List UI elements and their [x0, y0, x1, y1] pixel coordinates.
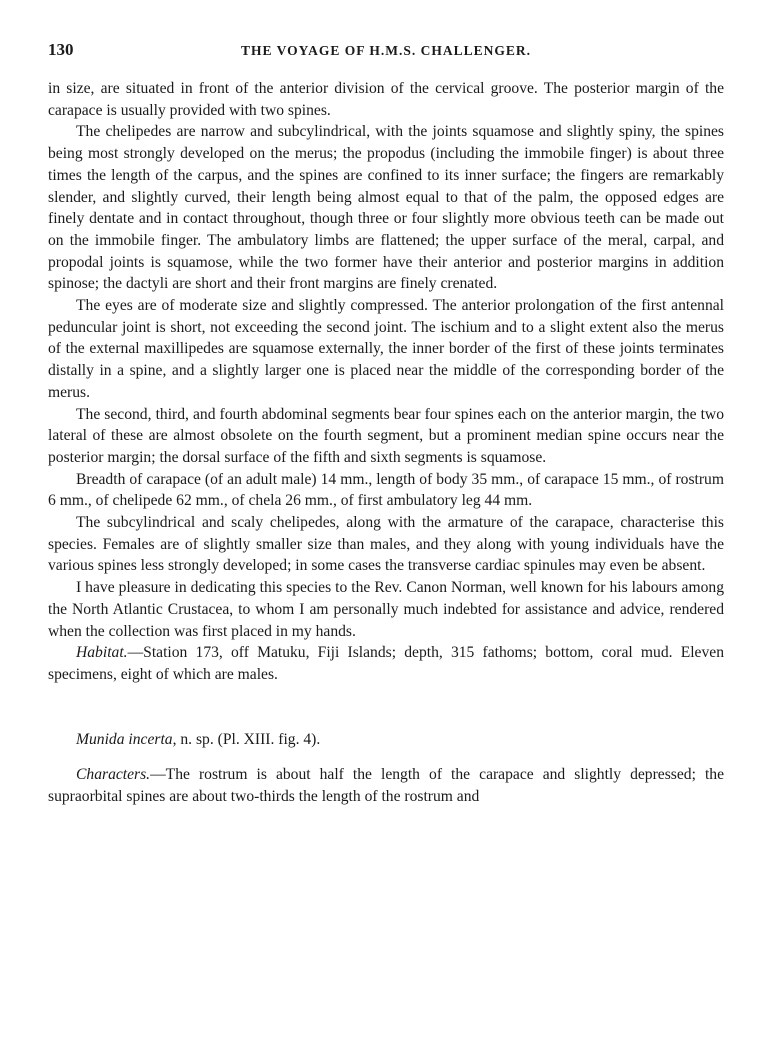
- running-head: [48, 40, 724, 66]
- paragraph-continuation: in size, are situated in front of the anterior division of the cervical groove. The posterior margin of the carapace is usually provided with two spines.: [48, 80, 724, 119]
- habitat-label: Habitat.: [76, 644, 128, 662]
- paragraph-characters: [48, 764, 724, 807]
- running-title: THE VOYAGE OF H.M.S. CHALLENGER.: [240, 43, 532, 58]
- characters-text: —The rostrum is about half the length of the carapace and slightly depressed; the supraorbital spines are about two-thirds the length of the rostrum and: [48, 766, 724, 806]
- species-name: Munida incerta: [76, 730, 173, 748]
- habitat-text: —Station 173, off Matuku, Fiji Islands; depth, 315 fathoms; bottom, coral mud. Eleven specimens, eight of which are males.: [48, 644, 724, 683]
- paragraph-abdominal: The second, third, and fourth abdominal segments bear four spines each on the anterior margin, the two lateral of these are almost obsolete on the fourth segment, but a prominent median spine occurs near the posterior margin; the dorsal surface of the fifth and sixth segments is squamose.: [48, 405, 724, 466]
- paragraph-eyes: The eyes are of moderate size and slightly compressed. The anterior prolongation of the first antennal peduncular joint is short, not exceeding the second joint. The ischium and to a slight extent also the merus of the external maxillipedes are squamose externally, the inner border of the first of these joints terminates distally in a spine, and a slightly larger one is placed near the middle of the corresponding border of the merus.: [48, 297, 724, 401]
- paragraph-dedication: I have pleasure in dedicating this species to the Rev. Canon Norman, well known for his labours among the North Atlantic Crustacea, to whom I am personally much indebted for assistance and advice, rendered when the collection was first placed in my hands.: [48, 579, 724, 640]
- species-reference: , n. sp. (Pl. XIII. fig. 4).: [172, 730, 321, 748]
- paragraph-chelipedes: The chelipedes are narrow and subcylindrical, with the joints squamose and slightly spiny, the spines being most strongly developed on the merus; the propodus (including the immobile finger) is about three times the length of the carpus, and the spines are confined to its inner surface; the fingers are remarkably slender, and slightly curved, their length being almost equal to that of the palm, the opposed edges are finely dentate and in contact throughout, though three or four slightly more obvious teeth can be made out on the immobile finger. The ambulatory limbs are flattened; the upper surface of the meral, carpal, and propodal joints is squamose, while the two former have their anterior and posterior margins in addition spinose; the dactyli are short and their front margins are finely crenated.: [48, 123, 724, 293]
- paragraph-habitat: [48, 642, 724, 685]
- page-number: 130: [48, 40, 74, 59]
- paragraph-characterise: The subcylindrical and scaly chelipedes, along with the armature of the carapace, characterise this species. Females are of slightly smaller size than males, and they along with young individuals have the various spines less strongly developed; in some cases the transverse cardiac spinules may even be absent.: [48, 514, 724, 575]
- characters-label: Characters.: [76, 766, 151, 784]
- paragraph-measurements: Breadth of carapace (of an adult male) 14 mm., length of body 35 mm., of carapace 15 mm., of rostrum 6 mm., of chelipede 62 mm., of chela 26 mm., of first ambulatory leg 44 mm.: [48, 470, 724, 510]
- species-heading: [48, 729, 724, 751]
- book-page: [48, 40, 724, 808]
